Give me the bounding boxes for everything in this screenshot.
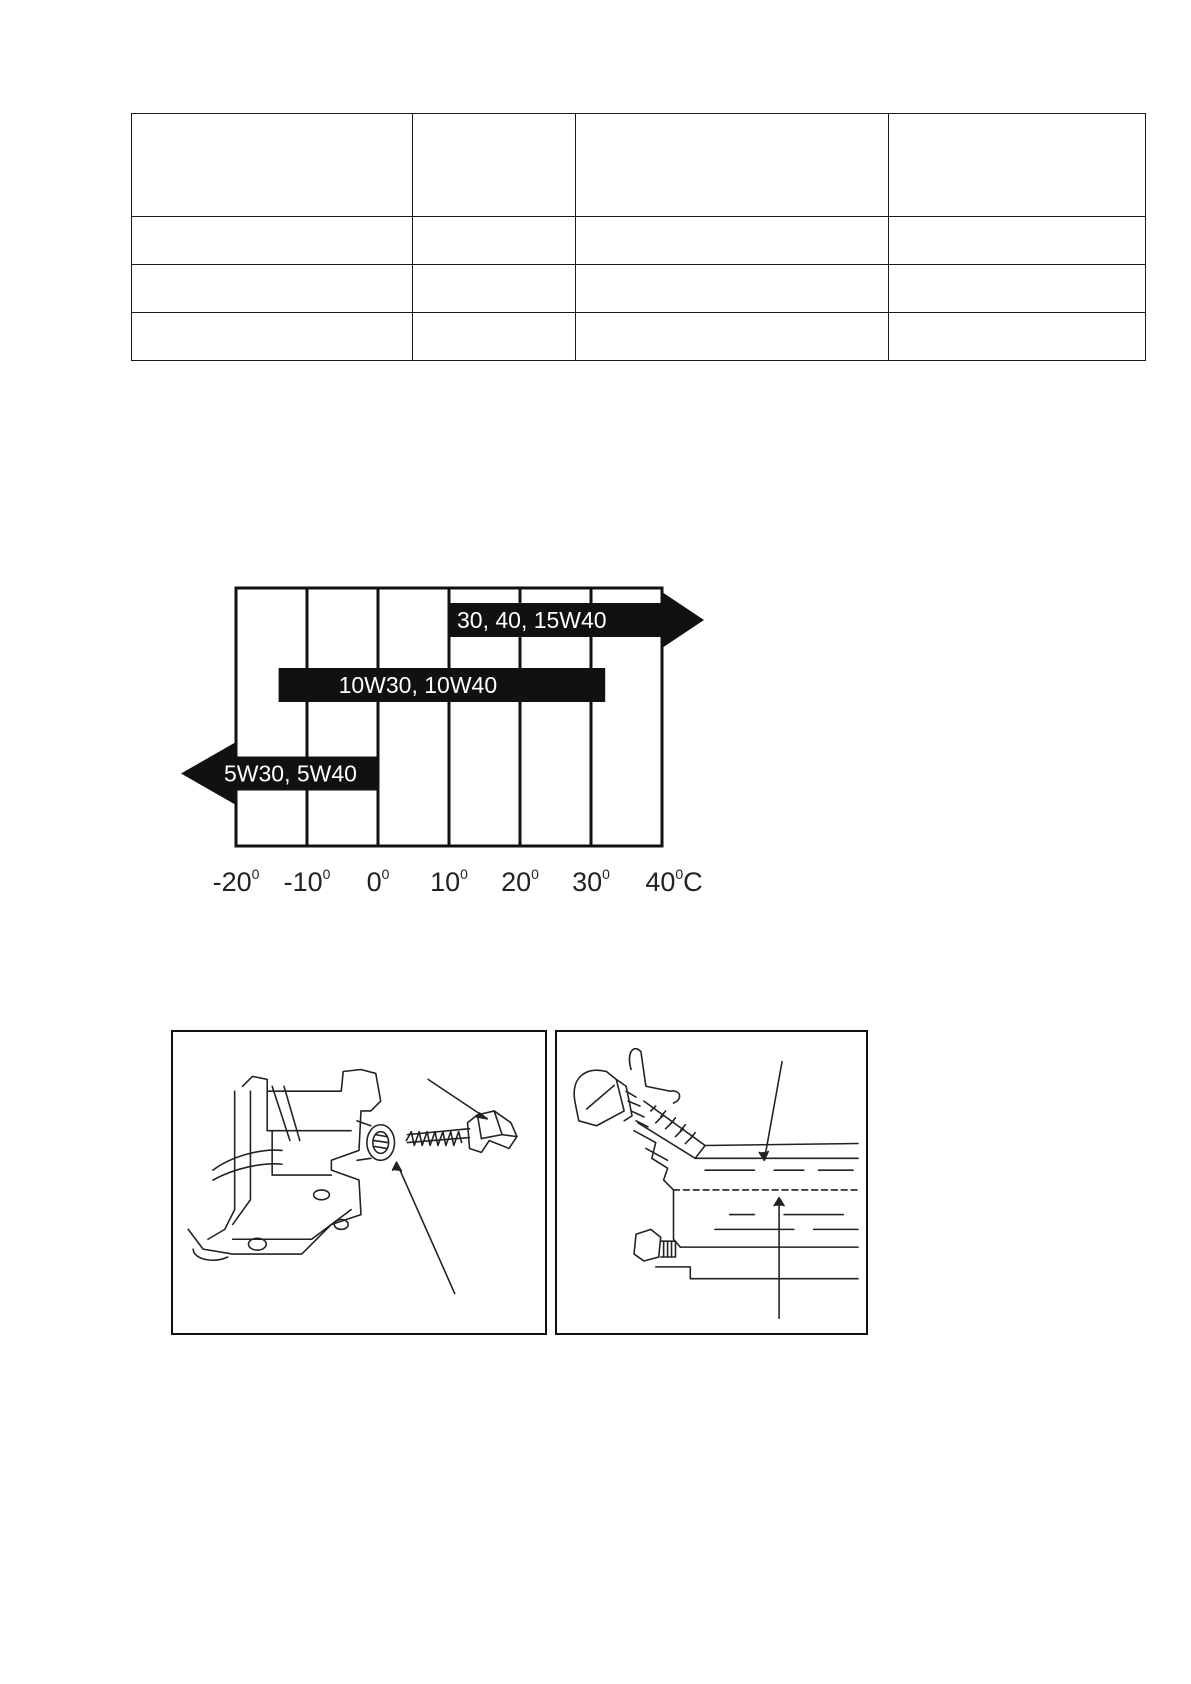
table-row xyxy=(132,114,1146,217)
table-cell xyxy=(132,114,413,217)
chart-tick-label: $10^0$ xyxy=(430,866,468,897)
chart-tick-label: $20^0$ xyxy=(501,866,539,897)
degree-mark: 0 xyxy=(460,866,468,882)
table-cell xyxy=(889,313,1146,361)
degree-mark: 0 xyxy=(602,866,610,882)
table-cell xyxy=(889,217,1146,265)
table-row xyxy=(132,217,1146,265)
spec-table xyxy=(131,113,1146,361)
chart-unit: C xyxy=(683,867,703,897)
oil-level-check-illustration xyxy=(555,1030,868,1335)
table-cell xyxy=(576,265,889,313)
oil-level-dipstick-illustration-icon xyxy=(557,1032,866,1333)
table-cell xyxy=(132,313,413,361)
table-cell xyxy=(413,313,576,361)
table-row xyxy=(132,265,1146,313)
chart-tick-label: $30^0$ xyxy=(572,866,610,897)
table-cell xyxy=(576,114,889,217)
chart-bar-label-1: 30, 40, 15W40 xyxy=(457,607,607,633)
oil-filler-plug-removal-illustration-icon xyxy=(173,1032,545,1333)
table-cell xyxy=(889,265,1146,313)
degree-mark: 0 xyxy=(322,866,331,882)
table-cell xyxy=(413,265,576,313)
table-cell xyxy=(889,114,1146,217)
chart-tick-label: $-10^0$ xyxy=(283,866,331,897)
oil-filler-plug-illustration xyxy=(171,1030,547,1335)
chart-bar-label-3: 5W30, 5W40 xyxy=(224,760,357,787)
table-cell xyxy=(413,217,576,265)
table-cell xyxy=(132,265,413,313)
chart-tick-label: $0^0$ xyxy=(366,866,390,897)
table-cell xyxy=(132,217,413,265)
table-cell xyxy=(576,313,889,361)
chart-bar-label-2: 10W30, 10W40 xyxy=(338,672,498,698)
table-row xyxy=(132,313,1146,361)
degree-mark: 0 xyxy=(251,866,260,882)
degree-mark: 0 xyxy=(531,866,539,882)
oil-viscosity-chart xyxy=(0,560,760,920)
chart-tick-label: $-20^0$ xyxy=(212,866,260,897)
table-cell xyxy=(576,217,889,265)
chart-tick-label: $40^0C$ xyxy=(645,866,703,897)
table-cell xyxy=(413,114,576,217)
degree-mark: 0 xyxy=(381,866,390,882)
degree-mark: 0 xyxy=(675,866,684,882)
